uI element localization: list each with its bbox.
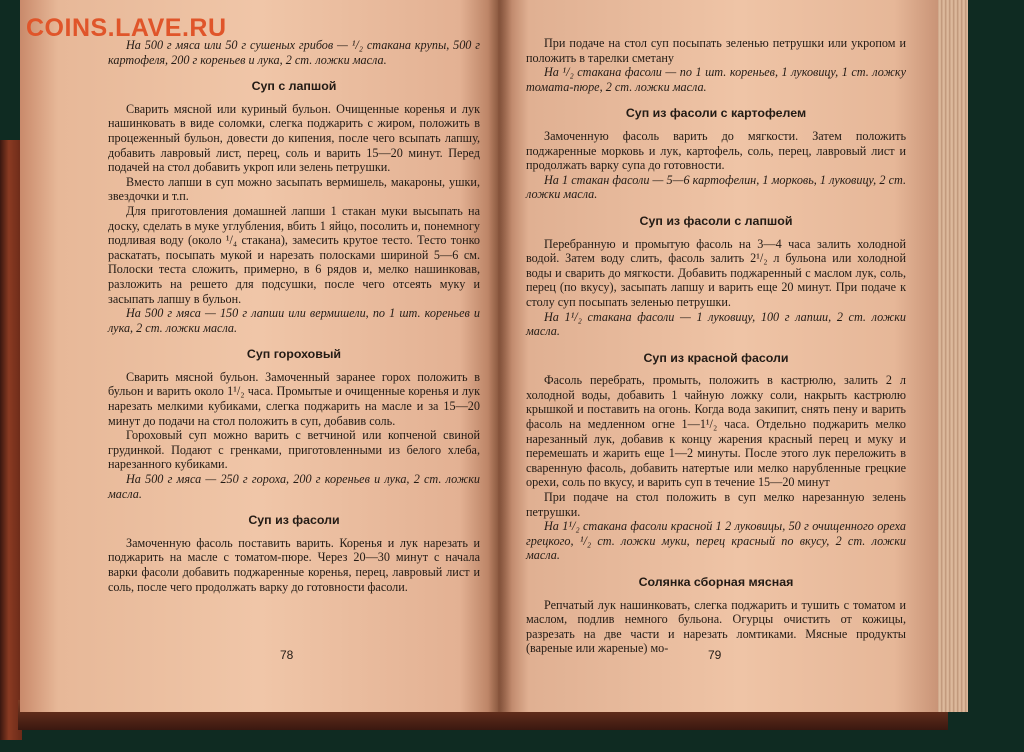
right-top-paragraph: При подаче на стол суп посыпать зеленью петрушки или укропом и положить в тарелки сметану: [526, 36, 906, 65]
page-number: 78: [280, 648, 294, 662]
recipe-paragraph: Замоченную фасоль поставить варить. Коренья и лук нарезать и поджарить на масле с томатом-пюре. Через 20—30 минут с начала варки фасоли добавить поджаренные коренья, перец, лавровый лист и соль, после чего продолжать варку до готовности фасоли.: [108, 535, 480, 594]
recipe-note: На 1¹/₂ стакана фасоли — 1 луковицу, 100 г лапши, 2 ст. ложки масла.: [526, 309, 906, 339]
recipe-note: На 1 стакан фасоли — 5—6 картофелин, 1 морковь, 1 луковицу, 2 ст. ложки масла.: [526, 172, 906, 202]
recipe-title: Суп из фасоли: [248, 513, 340, 528]
left-page-content: [108, 38, 480, 594]
recipe-paragraph: Фасоль перебрать, промыть, положить в кастрюлю, залить 2 л холодной воды, добавить 1 чайную ложку соли, накрыть кастрюлю крышкой и поставить на огонь. Когда вода закипит, снять пену и варить фасоль на медленном огне 1—1¹/₂ часа. Отдельно поджарить мелко нарезанный лук, добавив к концу жарения красный перец и муку и перемешать и жарить еще 1—2 минуты. После этого лук переложить в сваренную фасоль, добавить натертые или мелко нарубленные грецкие орехи, соль по вкусу, и варить суп в течение 15—20 минут: [526, 373, 906, 490]
book-gutter: [488, 0, 512, 712]
left-top-note: На 500 г мяса или 50 г сушеных грибов — ¹/₂ стакана крупы, 500 г картофеля, 200 г кореньев и лука, 2 ст. ложки масла.: [108, 38, 480, 67]
recipe-title: Суп из фасоли с лапшой: [639, 213, 793, 228]
page-number: 79: [708, 648, 722, 662]
book-cover-edge: [0, 140, 22, 740]
watermark: COINS.LAVE.RU: [26, 14, 227, 42]
recipe-paragraph: Гороховый суп можно варить с ветчиной или копченой свиной грудинкой. Подают с гренками, приготовленными из белого хлеба, нарезанного кубиками.: [108, 428, 480, 472]
recipe-paragraph: Репчатый лук нашинковать, слегка поджарить и тушить с томатом и маслом, подлив немного бульона. Огурцы очистить от кожицы, разрезать на две части и нарезать ломтиками. Мясные продукты (вареные или жареные) мо-: [526, 597, 906, 656]
recipe-paragraph: При подаче на стол положить в суп мелко нарезанную зелень петрушки.: [526, 490, 906, 519]
page-stack-edge: [938, 0, 968, 712]
recipe-title: Солянка сборная мясная: [638, 575, 794, 589]
recipe-paragraph: Для приготовления домашней лапши 1 стакан муки высыпать на доску, сделать в муке углубления, вбить 1 яйцо, посолить и, понемногу подливая воду (около ¹/₄ стакана), замесить крутое тесто. Тесто тонко раскатать, посыпать мукой и нарезать полосками шириной 5—6 см. Полоски теста сложить, примерно, в 6 рядов и, мелко нашинковав, разложить на решето для подсушки, после чего отсеять муку и засыпать лапшу в бульон.: [108, 203, 480, 306]
recipe-paragraph: Вместо лапши в суп можно засыпать вермишель, макароны, ушки, звездочки и т.п.: [108, 174, 480, 204]
recipe-paragraph: Перебранную и промытую фасоль на 3—4 часа залить холодной водой. Затем воду слить, фасоль залить 2¹/₂ л бульона или холодной воды и сварить до мягкости. Добавить поджаренный с маслом лук, соль, перец (по вкусу), засыпать лапшу и варить еще 20 минут. При подаче к столу суп посыпать зеленью петрушки.: [526, 236, 906, 309]
right-page: [498, 0, 938, 712]
recipe-paragraph: Замоченную фасоль варить до мягкости. Затем положить поджаренные морковь и лук, картофель, соль, перец, лавровый лист и продолжать варку супа до готовности.: [526, 128, 906, 173]
recipe-title: Суп из красной фасоли: [643, 350, 789, 365]
recipe-paragraph: Сварить мясной бульон. Замоченный заранее горох положить в бульон и варить около 1¹/₂ часа. Промытые и очищенные коренья и лук нарезать мелкими кубиками, слегка поджарить на масле и за 15—20 минут до подачи на стол положить в суп, добавив соль.: [108, 369, 480, 428]
recipe-title: Суп с лапшой: [251, 79, 337, 94]
recipe-note: На 1¹/₂ стакана фасоли красной 1 2 луковицы, 50 г очищенного ореха грецкого, ¹/₂ ст. ложки муки, перец красный по вкусу, 2 ст. ложки масла.: [526, 519, 906, 563]
recipe-note: На 500 г мяса — 150 г лапши или вермишели, по 1 шт. кореньев и лука, 2 ст. ложки масла.: [108, 306, 480, 335]
recipe-title: Суп гороховый: [246, 347, 342, 362]
recipe-title: Суп из фасоли с картофелем: [625, 106, 807, 121]
right-top-note: На ¹/₂ стакана фасоли — по 1 шт. кореньев, 1 луковицу, 1 ст. ложку томата-пюре, 2 ст. ложки масла.: [526, 65, 906, 94]
left-page: [20, 0, 498, 712]
right-page-content: [526, 36, 906, 656]
recipe-paragraph: Сварить мясной или куриный бульон. Очищенные коренья и лук нашинковать в виде соломки, слегка поджарить с жиром, положить в процеженный бульон, довести до кипения, после чего всыпать лапшу, добавить лавровый лист, перец, соль и варить 15—20 минут. Перед подачей на стол добавить укроп или зелень петрушки.: [108, 101, 480, 175]
recipe-note: На 500 г мяса — 250 г гороха, 200 г кореньев и лука, 2 ст. ложки масла.: [108, 472, 480, 501]
